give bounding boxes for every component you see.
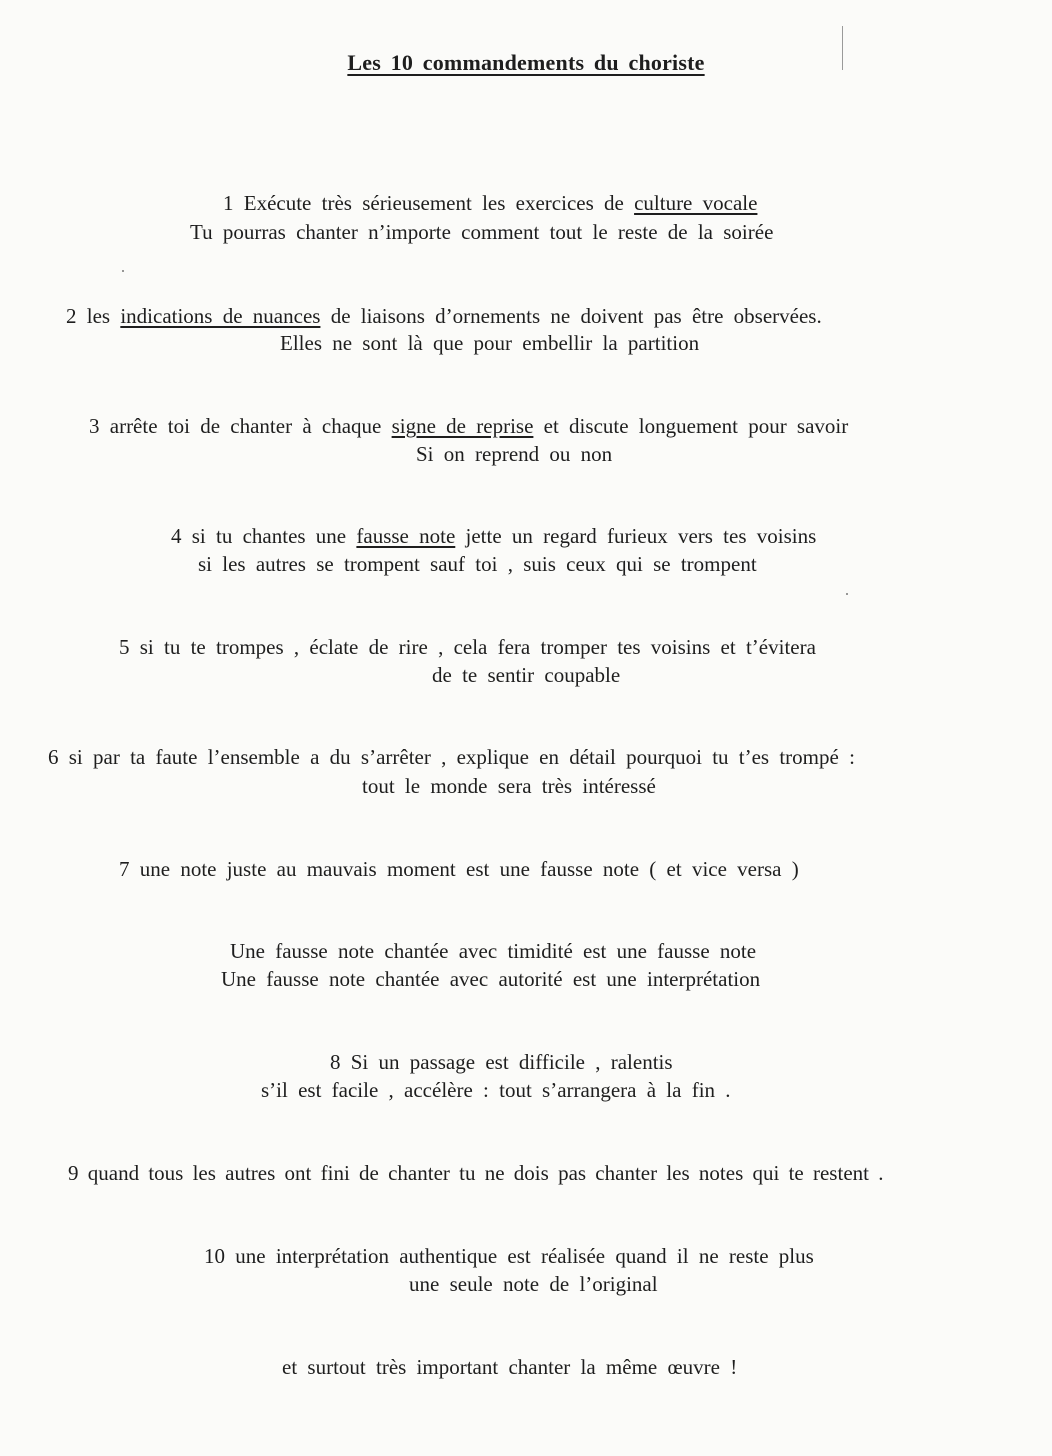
- closing-line: et surtout très important chanter la même œuvre !: [282, 1355, 738, 1379]
- commandment-3-underlined-term: signe de reprise: [391, 414, 534, 438]
- commandment-4-line-2: si les autres se trompent sauf toi , suis ceux qui se trompent: [198, 552, 757, 576]
- commandment-6-line-2: tout le monde sera très intéressé: [362, 774, 656, 798]
- commandment-2-line-2: Elles ne sont là que pour embellir la partition: [280, 331, 700, 355]
- commandment-10-line-1: 10 une interprétation authentique est réalisée quand il ne reste plus: [204, 1244, 814, 1268]
- commandment-1-line-2: Tu pourras chanter n’importe comment tout le reste de la soirée: [190, 220, 774, 244]
- commandment-3-line-1: [89, 413, 848, 439]
- page-title: Les 10 commandements du choriste: [347, 50, 705, 75]
- commandment-7-line-1: 7 une note juste au mauvais moment est une fausse note ( et vice versa ): [119, 857, 799, 881]
- commandment-7-note-line-2: Une fausse note chantée avec autorité est une interprétation: [221, 967, 761, 991]
- commandment-3-line-2: Si on reprend ou non: [416, 442, 613, 466]
- commandment-4-text: 4 si tu chantes une: [171, 524, 357, 548]
- commandment-4-text-end: jette un regard furieux vers tes voisins: [455, 524, 817, 548]
- commandment-2-text: 2 les: [66, 304, 121, 328]
- commandment-1-underlined-term: culture vocale: [634, 191, 758, 215]
- commandment-4-underlined-term: fausse note: [356, 524, 456, 548]
- commandment-8-line-1: 8 Si un passage est difficile , ralentis: [330, 1050, 673, 1074]
- commandment-2-line-1: [66, 303, 822, 329]
- commandment-10-line-2: une seule note de l’original: [409, 1272, 658, 1296]
- commandment-5-line-1: 5 si tu te trompes , éclate de rire , cela fera tromper tes voisins et t’évitera: [119, 635, 816, 659]
- commandment-3-text: 3 arrête toi de chanter à chaque: [89, 414, 392, 438]
- commandment-1-line-1: [223, 190, 757, 216]
- commandment-5-line-2: de te sentir coupable: [432, 663, 621, 687]
- commandment-2-underlined-term: indications de nuances: [120, 304, 321, 328]
- commandment-1-text: 1 Exécute très sérieusement les exercices de: [223, 191, 635, 215]
- commandment-4-line-1: [171, 523, 816, 549]
- commandment-9-line-1: 9 quand tous les autres ont fini de chanter tu ne dois pas chanter les notes qui te restent .: [68, 1161, 884, 1185]
- commandment-6-line-1: 6 si par ta faute l’ensemble a du s’arrêter , explique en détail pourquoi tu t’es trompé :: [48, 745, 855, 769]
- scan-speck: [122, 270, 124, 272]
- commandment-7-note-line-1: Une fausse note chantée avec timidité est une fausse note: [230, 939, 757, 963]
- scan-speck: [846, 593, 848, 595]
- commandment-2-text-end: de liaisons d’ornements ne doivent pas être observées.: [320, 304, 822, 328]
- commandment-3-text-end: et discute longuement pour savoir: [533, 414, 849, 438]
- commandment-8-line-2: s’il est facile , accélère : tout s’arrangera à la fin .: [261, 1078, 731, 1102]
